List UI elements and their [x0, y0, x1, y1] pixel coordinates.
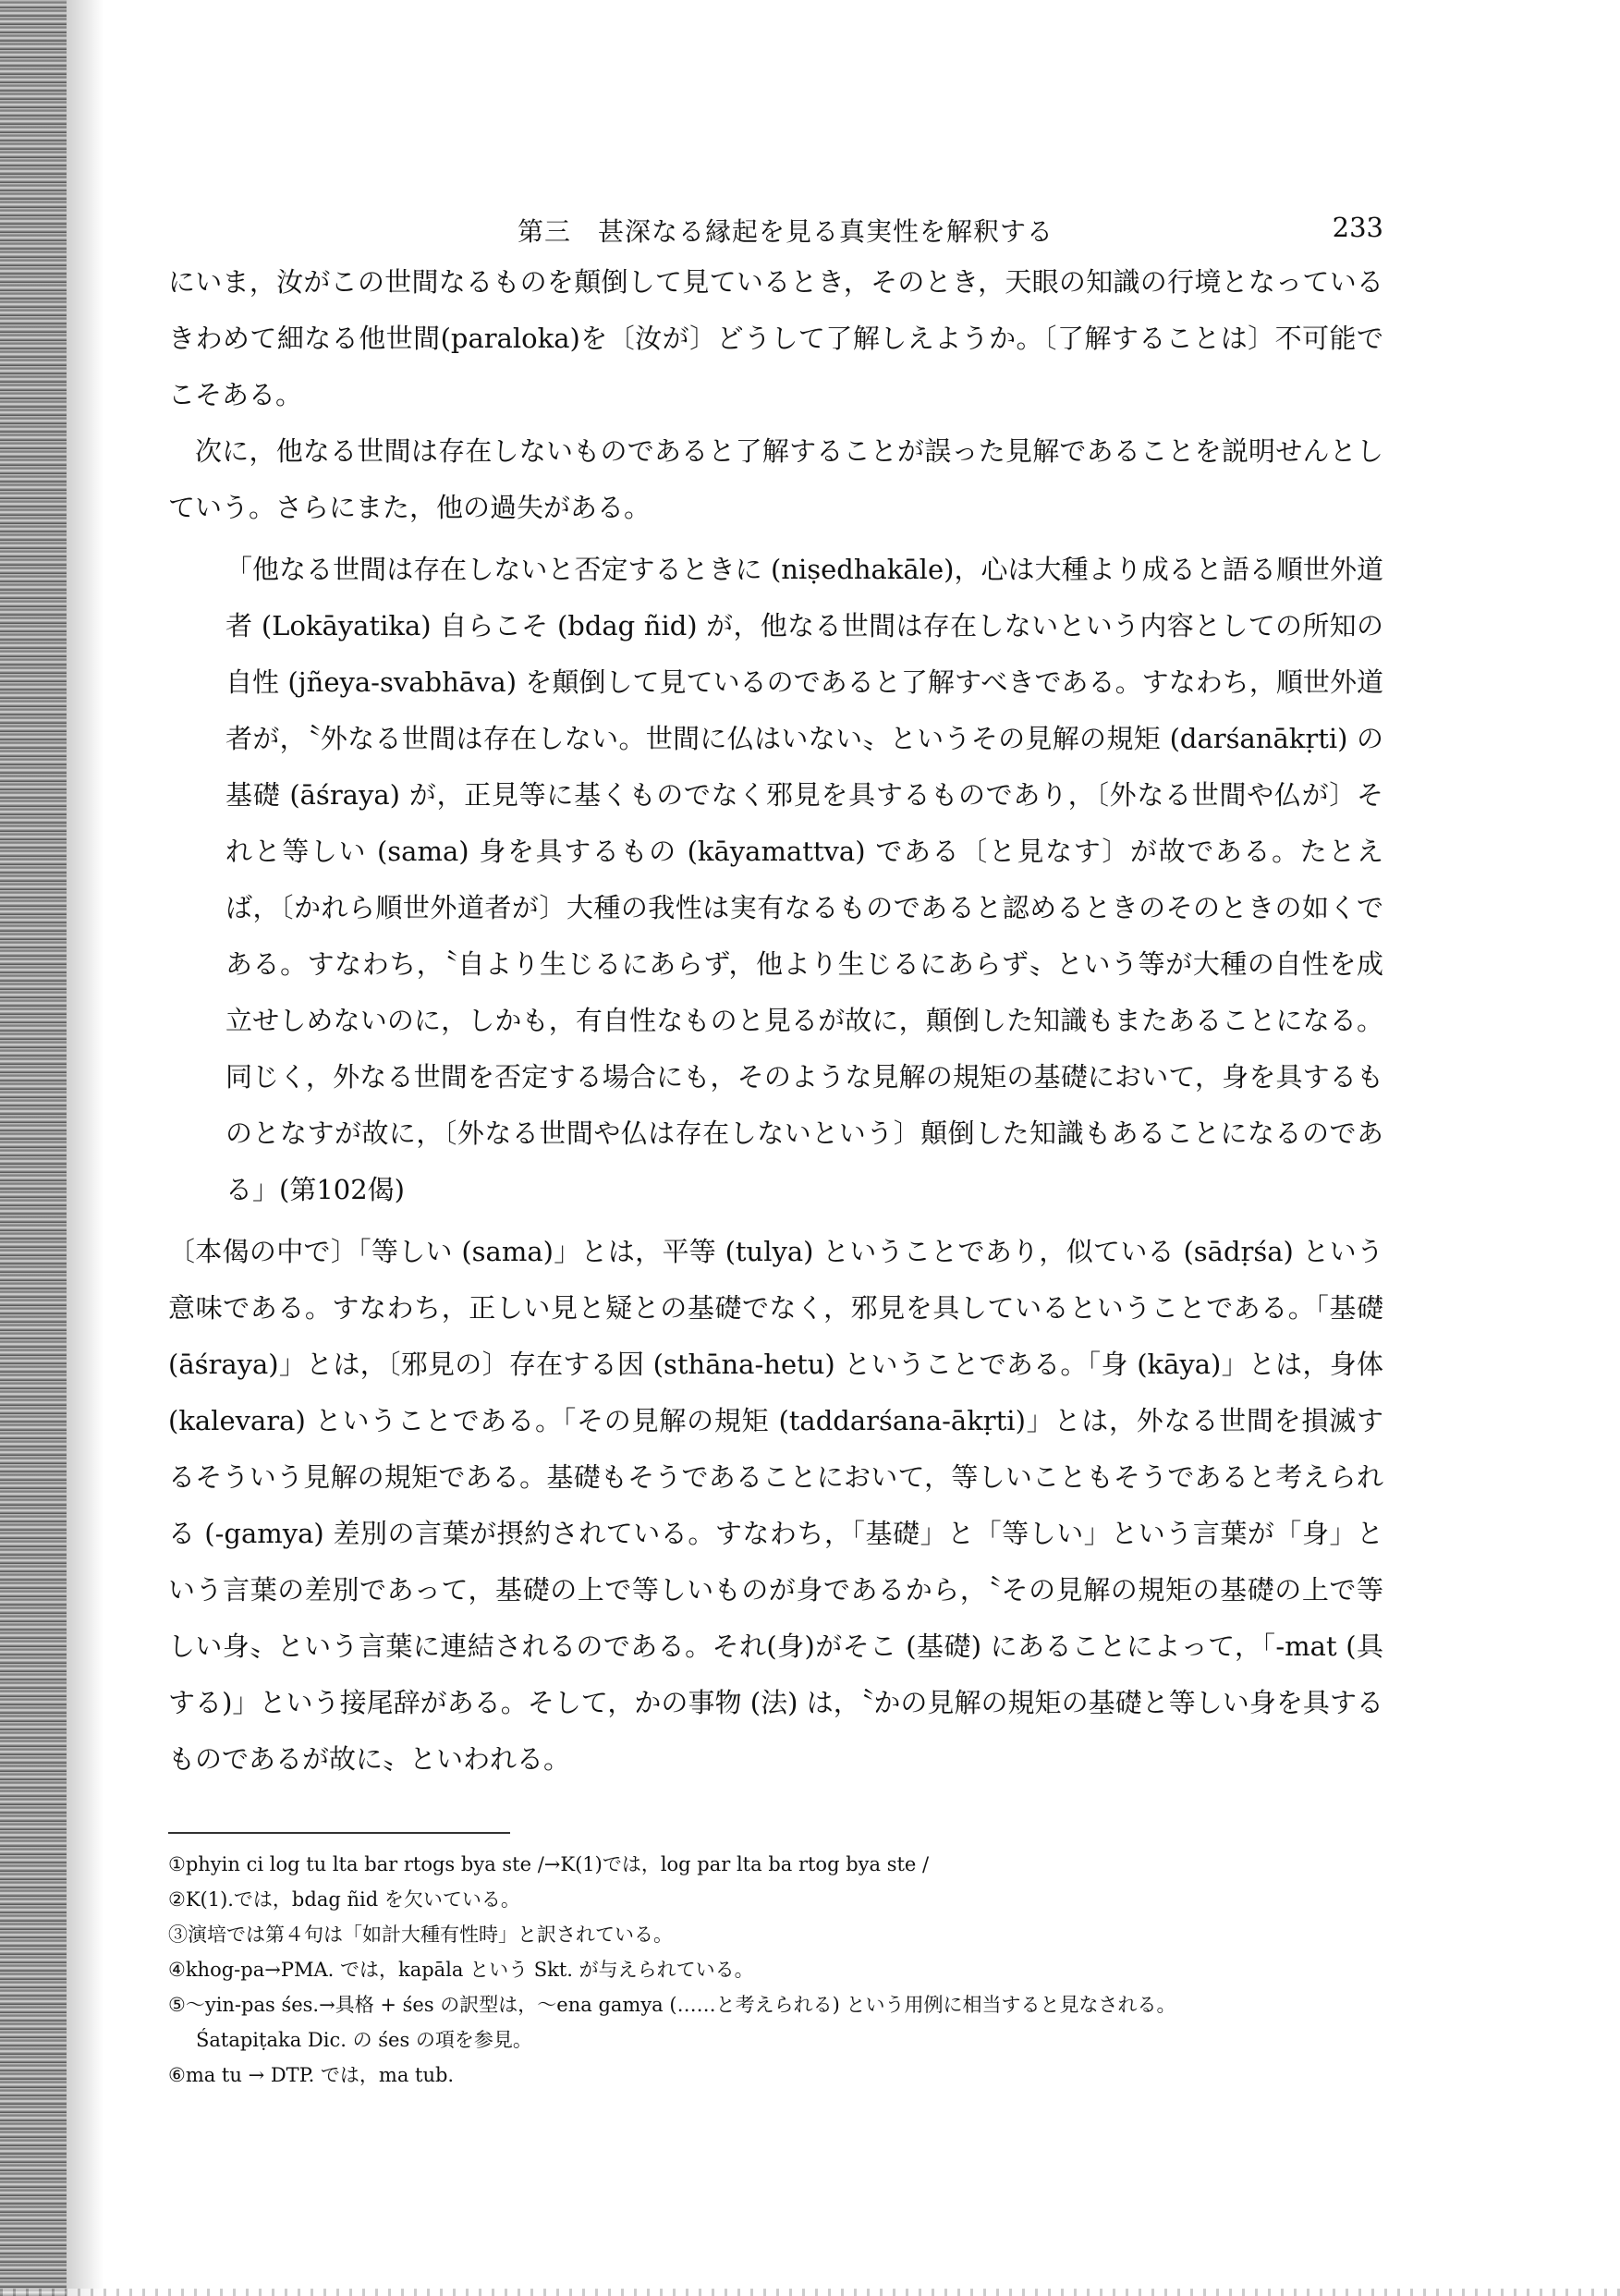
commentary-paragraph: 〔本偈の中で〕「等しい (sama)」とは，平等 (tulya) ということであり，似ている (sādṛśa) という意味である。すなわち，正しい見と疑との基礎でなく，邪見を具しているということである。「基礎 (āśraya)」とは，〔邪見の〕存在する因 (sthāna-hetu) ということである。「身 (kāya)」とは，身体 (kalevara) ということである。「その見解の規矩 (taddarśana-ākṛti)」とは，外なる世間を損滅するそういう見解の規矩である。基礎もそうであることにおいて，等しいこともそうであると考えられる (-gamya) 差別の言葉が摂約されている。すなわち，「基礎」と「等しい」という言葉が「身」という言葉の差別であって，基礎の上で等しいものが身であるから，〝その見解の規矩の基礎の上で等しい身〟という言葉に連結されるのである。それ(身)がそこ (基礎) にあることによって，「-mat (具する)」という接尾辞がある。そして，かの事物 (法) は，〝かの見解の規矩の基礎と等しい身を具するものであるが故に〟といわれる。 [168, 1236, 1383, 1775]
footnote-divider [168, 1832, 510, 1834]
footnote-2: ②K(1).では，bdag ñid を欠いている。 [168, 1888, 520, 1911]
footnote-5-continuation: Śatapiṭaka Dic. の śes の項を参見。 [196, 2029, 532, 2051]
running-header [168, 208, 1383, 254]
footnote-6: ⑥ma tu → DTP. では，ma tub. [168, 2064, 455, 2086]
scan-binding-shadow [67, 0, 104, 2296]
commentary-section [168, 1224, 1383, 1788]
main-text [168, 254, 1383, 536]
footnote-5: ⑤～yin-pas śes.→具格 + śes の訳型は，～ena gamya (……と考えられる) という用例に相当すると見なされる。 [168, 1994, 1176, 2016]
footnotes [168, 1847, 1383, 2093]
paragraph-intro: 次に，他なる世間は存在しないものであると了解することが誤った見解であることを説明せんとしていう。さらにまた，他の過失がある。 [168, 435, 1383, 523]
chapter-title: 第三 甚深なる縁起を見る真実性を解釈する [518, 216, 1054, 247]
footnote-3: ③演培では第４句は「如計大種有性時」と訳されている。 [168, 1924, 673, 1946]
verse-102-quotation: 「他なる世間は存在しないと否定するときに (niṣedhakāle)，心は大種より成ると語る順世外道者 (Lokāyatika) 自らこそ (bdag ñid) が，他なる世間は存在しないという内容としての所知の自性 (jñeya-svabhāva) を顛倒して見ているのであると了解すべきである。すなわち，順世外道者が，〝外なる世間は存在しない。世間に仏はいない〟というその見解の規矩 (darśanākṛti) の基礎 (āśraya) が，正見等に基くものでなく邪見を具するものであり，〔外なる世間や仏が〕それと等しい (sama) 身を具するもの (kāyamattva) である〔と見なす〕が故である。たとえば，〔かれら順世外道者が〕大種の我性は実有なるものであると認めるときのそのときの如くである。すなわち，〝自より生じるにあらず，他より生じるにあらず〟という等が大種の自性を成立せしめないのに，しかも，有自性なものと見るが故に，顛倒した知識もまたあることになる。同じく，外なる世間を否定する場合にも，そのような見解の規矩の基礎において，身を具するものとなすが故に，〔外なる世間や仏は存在しないという〕顛倒した知識もあることになるのである」(第102偈) [225, 554, 1383, 1205]
scan-bottom-edge [0, 2289, 1620, 2296]
footnote-1: ①phyin ci log tu lta bar rtogs bya ste /→K(1)では，log par lta ba rtog bya ste / [168, 1853, 930, 1875]
footnote-4: ④khog-pa→PMA. では，kapāla という Skt. が与えられている。 [168, 1959, 754, 1981]
page-number: 233 [1332, 212, 1383, 243]
book-page [168, 208, 1383, 2093]
scan-binding-edge [0, 0, 67, 2296]
paragraph-continuation: にいま，汝がこの世間なるものを顛倒して見ているとき，そのとき，天眼の知識の行境となっているきわめて細なる他世間(paraloka)を〔汝が〕どうして了解しえようか。〔了解することは〕不可能でこそある。 [168, 266, 1383, 410]
